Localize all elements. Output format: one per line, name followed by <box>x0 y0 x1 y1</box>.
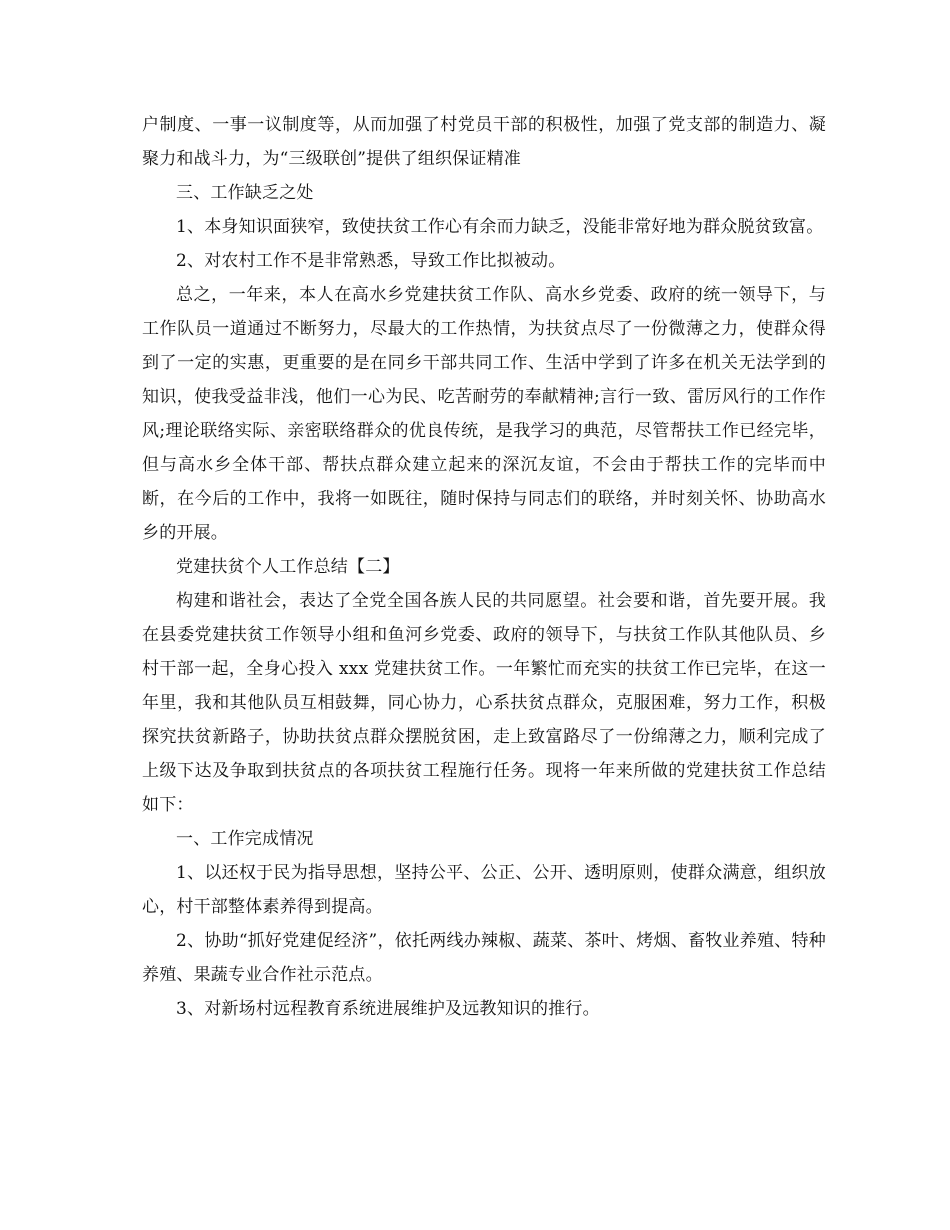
paragraph-introduction: 构建和谐社会，表达了全党全国各族人民的共同愿望。社会要和谐，首先要开展。我在县委党建扶贫工作领导小组和鱼河乡党委、政府的领导下，与扶贫工作队其他队员、乡村干部一起，全身心投入 xxx 党建扶贫工作。一年繁忙而充实的扶贫工作已完毕，在这一年里，我和其他队员互相鼓舞，同心协力，心系扶贫点群众，克服困难，努力工作，积极探究扶贫新路子，协助扶贫点群众摆脱贫困，走上致富路尽了一份绵薄之力，顺利完成了上级下达及争取到扶贫点的各项扶贫工程施行任务。现将一年来所做的党建扶贫工作总结如下： <box>142 591 826 815</box>
paragraph-completion-1: 1、以还权于民为指导思想，坚持公平、公正、公开、透明原则，使群众满意，组织放心，村干部整体素养得到提高。 <box>142 863 826 917</box>
paragraph-conclusion: 总之，一年来，本人在高水乡党建扶贫工作队、高水乡党委、政府的统一领导下，与工作队员一道通过不断努力，尽最大的工作热情，为扶贫点尽了一份微薄之力，使群众得到了一定的实惠，更重要的是在同乡干部共同工作、生活中学到了许多在机关无法学到的知识，使我受益非浅，他们一心为民、吃苦耐劳的奉献精神;言行一致、雷厉风行的工作作风;理论联络实际、亲密联络群众的优良传统，是我学习的典范，尽管帮扶工作已经完毕，但与高水乡全体干部、帮扶点群众建立起来的深沉友谊，不会由于帮扶工作的完毕而中断，在今后的工作中，我将一如既往，随时保持与同志们的联络，并时刻关怀、协助高水乡的开展。 <box>142 285 826 543</box>
paragraph-shortcoming-1: 1、本身知识面狭窄，致使扶贫工作心有余而力缺乏，没能非常好地为群众脱贫致富。 <box>176 217 824 237</box>
section-heading-completion: 一、工作完成情况 <box>176 829 314 849</box>
section-heading-shortcomings: 三、工作缺乏之处 <box>176 183 314 203</box>
paragraph-shortcoming-2: 2、对农村工作不是非常熟悉，导致工作比拟被动。 <box>176 251 566 271</box>
paragraph-completion-2: 2、协助“抓好党建促经济”，依托两线办辣椒、蔬菜、茶叶、烤烟、畜牧业养殖、特种养殖、果蔬专业合作社示范点。 <box>142 931 826 985</box>
paragraph-continuation: 户制度、一事一议制度等，从而加强了村党员干部的积极性，加强了党支部的制造力、凝聚力和战斗力，为“三级联创”提供了组织保证精准 <box>142 115 826 169</box>
article-title-part-two: 党建扶贫个人工作总结【二】 <box>176 557 400 577</box>
paragraph-completion-3: 3、对新场村远程教育系统进展维护及远教知识的推行。 <box>176 999 600 1019</box>
document-body <box>142 108 826 1026</box>
